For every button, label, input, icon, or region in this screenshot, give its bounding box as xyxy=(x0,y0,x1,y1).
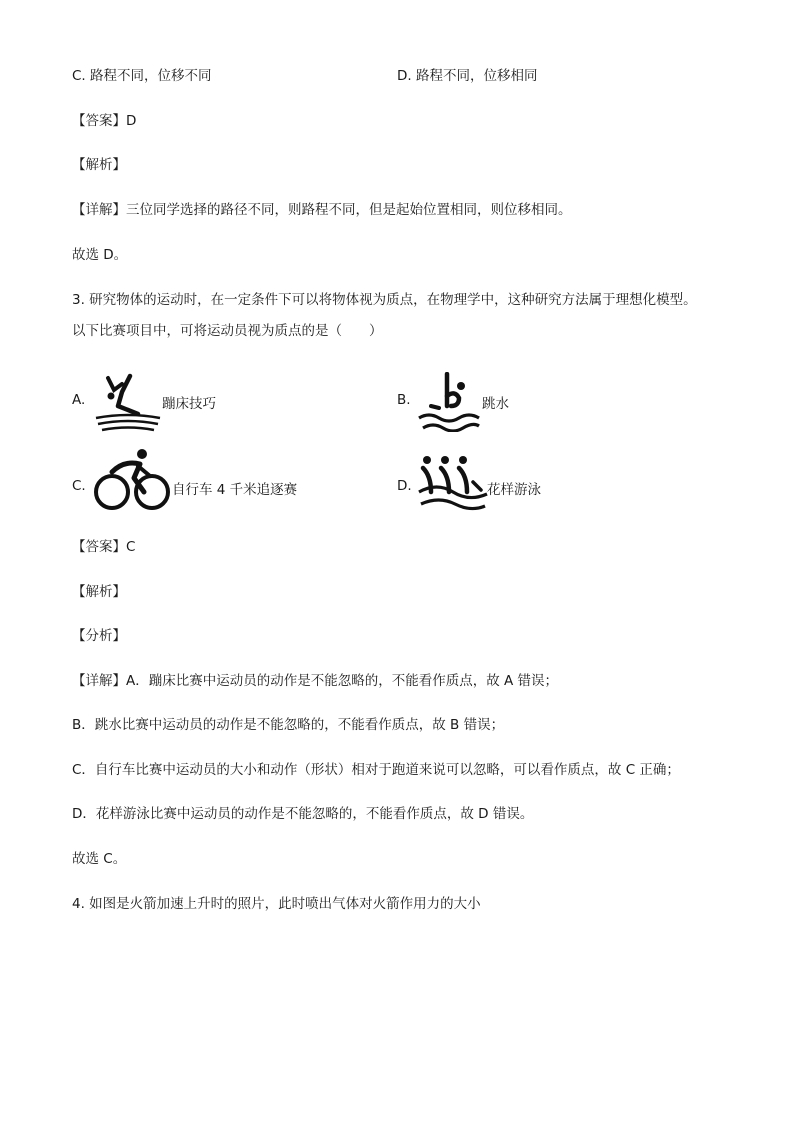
q3-conclusion: 故选 C。 xyxy=(72,851,127,867)
q3-detail-d: D．花样游泳比赛中运动员的动作是不能忽略的，不能看作质点，故 D 错误。 xyxy=(72,806,534,822)
q3-fenxi-heading: 【分析】 xyxy=(72,628,126,644)
option-label: 花样游泳 xyxy=(487,482,541,498)
q3-option-b xyxy=(397,372,717,432)
q3-detail-c: C．自行车比赛中运动员的大小和动作（形状）相对于跑道来说可以忽略，可以看作质点，故 C 正确； xyxy=(72,762,680,778)
option-letter: D. xyxy=(397,478,412,494)
cycling-icon xyxy=(94,448,170,512)
option-letter: B. xyxy=(397,392,411,408)
q2-option-d: D. 路程不同，位移相同 xyxy=(397,68,538,84)
q2-option-c: C. 路程不同，位移不同 xyxy=(72,68,212,84)
q2-conclusion: 故选 D。 xyxy=(72,247,128,263)
q2-analysis-heading: 【解析】 xyxy=(72,157,126,173)
q3-option-d xyxy=(397,458,717,518)
q3-analysis-heading: 【解析】 xyxy=(72,584,126,600)
q3-options-row-2 xyxy=(72,458,722,518)
trampoline-icon xyxy=(94,372,162,432)
q3-stem-line1: 3. 研究物体的运动时，在一定条件下可以将物体视为质点，在物理学中，这种研究方法属于理想化模型。 xyxy=(72,292,697,308)
synchronized-swimming-icon xyxy=(417,452,489,514)
option-letter: A. xyxy=(72,392,86,408)
q3-detail-a: 【详解】A．蹦床比赛中运动员的动作是不能忽略的，不能看作质点，故 A 错误； xyxy=(72,673,559,689)
q3-option-c xyxy=(72,458,392,518)
q2-answer: 【答案】D xyxy=(72,113,137,129)
q3-stem-line2: 以下比赛项目中，可将运动员视为质点的是（ ） xyxy=(72,323,383,339)
option-label: 跳水 xyxy=(482,396,509,412)
q3-option-a xyxy=(72,372,392,432)
option-label: 自行车 4 千米追逐赛 xyxy=(172,482,298,498)
q3-answer: 【答案】C xyxy=(72,539,136,555)
q3-options-row-1 xyxy=(72,372,722,432)
q3-detail-b: B．跳水比赛中运动员的动作是不能忽略的，不能看作质点，故 B 错误； xyxy=(72,717,505,733)
option-label: 蹦床技巧 xyxy=(162,396,216,412)
q2-detail: 【详解】三位同学选择的路径不同，则路程不同，但是起始位置相同，则位移相同。 xyxy=(72,202,572,218)
q4-stem: 4. 如图是火箭加速上升时的照片，此时喷出气体对火箭作用力的大小 xyxy=(72,896,481,912)
diving-icon xyxy=(417,372,481,432)
option-letter: C. xyxy=(72,478,86,494)
